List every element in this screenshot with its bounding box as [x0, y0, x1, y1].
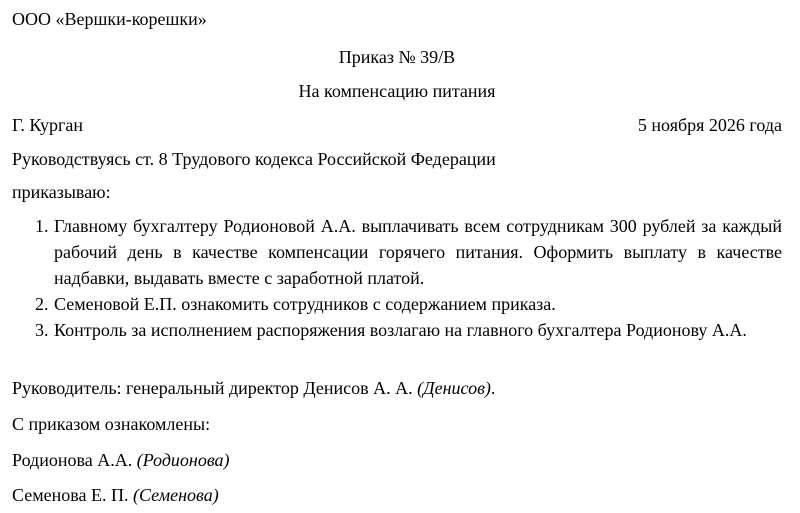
legal-basis: Руководствуясь ст. 8 Трудового кодекса Российской Федерации — [12, 149, 496, 169]
order-item-3 — [12, 317, 782, 343]
order-item-text: Контроль за исполнением распоряжения возлагаю на главного бухгалтера Родионову А.А. — [54, 320, 747, 340]
head-signature-line — [12, 377, 495, 399]
head-position: Руководитель: генеральный директор Денисов А. А. — [12, 378, 418, 398]
order-item-number: 3. — [35, 320, 49, 340]
order-items-list — [12, 213, 782, 343]
order-verb: приказываю: — [12, 182, 111, 202]
signer-name: Семенова Е. П. — [12, 485, 133, 505]
order-item-text: Главному бухгалтеру Родионовой А.А. выплачивать всем сотрудникам 300 рублей за каждый рабочий день в качестве компенсации горячего питания. Оформить выплату в качестве надбавки, выдавать вместе с заработной платой. — [54, 216, 782, 288]
order-date: 5 ноября 2026 года — [637, 115, 782, 135]
acquainted-label: С приказом ознакомлены: — [12, 414, 211, 434]
order-subject: На компенсацию питания — [298, 81, 496, 101]
signer-name: Родионова А.А. — [12, 450, 137, 470]
order-item-2 — [12, 291, 782, 317]
acquainted-signer-2 — [12, 484, 219, 506]
company-name: ООО «Вершки-корешки» — [12, 9, 207, 29]
order-item-text: Семеновой Е.П. ознакомить сотрудников с содержанием приказа. — [54, 294, 556, 314]
order-title: Приказ № 39/В — [338, 47, 456, 67]
signer-signature: (Семенова) — [132, 485, 219, 505]
city-date-row — [12, 114, 782, 136]
order-item-1 — [12, 213, 782, 291]
order-item-number: 2. — [35, 294, 49, 314]
signer-signature: (Родионова) — [136, 450, 230, 470]
city: Г. Курган — [12, 115, 84, 135]
head-signature: (Денисов) — [417, 378, 491, 398]
order-item-number: 1. — [35, 216, 49, 236]
acquainted-signer-1 — [12, 449, 230, 471]
head-signature-suffix: . — [490, 378, 496, 398]
